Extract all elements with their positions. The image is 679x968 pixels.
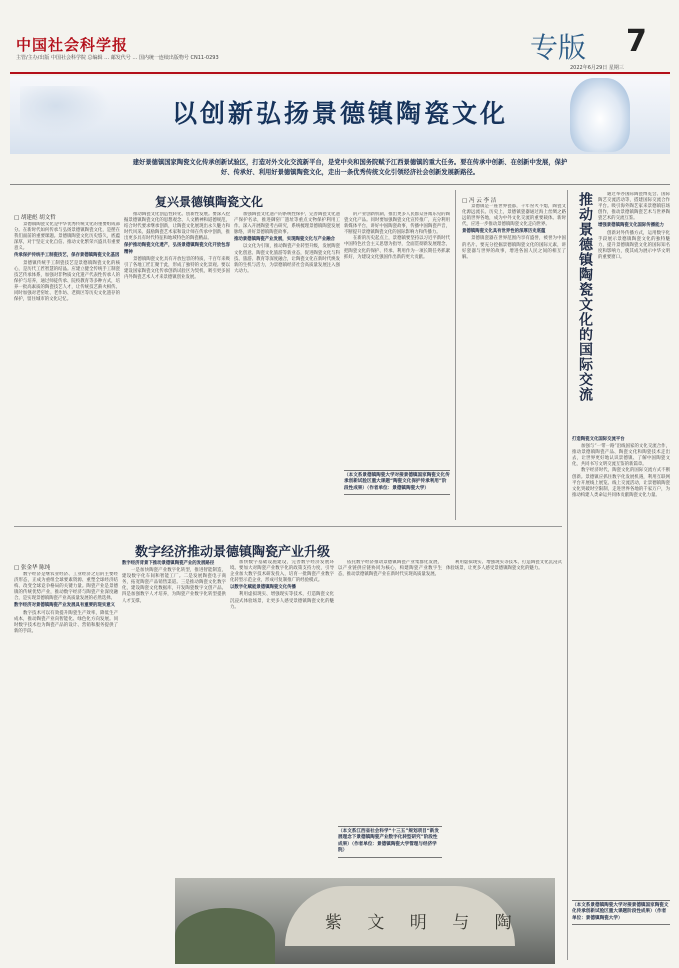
headline-banner	[10, 76, 670, 154]
article1-funding-note: （本文系景德镇陶瓷大学对接景德镇国家陶瓷文化传承创新试验区重大课题“陶瓷文化保护传承利用”阶段性成果）（作者单位：景德镇陶瓷大学）	[344, 470, 450, 495]
page-headline: 以创新弘扬景德镇陶瓷文化	[171, 99, 508, 128]
paragraph: 加强陶瓷文化遗产的系统性保护，完善陶瓷文化遗产保护名录，推进御窑厂遗址等重点文物保护利用工作。深入开展陶瓷考古研究，系统梳理景德镇陶瓷发展脉络，讲好景德镇陶瓷故事。	[234, 212, 340, 236]
paragraph: 景德镇传统手工制瓷技艺是景德镇陶瓷文化的核心，是历代工匠智慧的结晶。应建立健全传统手工制瓷技艺传承体系，加强对非物质文化遗产代表性传承人的保护与培养，通过师徒传承、院校教育等多种方式，培养一批高素质的陶瓷技艺人才，让传统技艺薪火相传。同时加强对老窑址、老作坊、老街区等历史文化遗存的保护，留住城市的文化记忆。	[14, 260, 120, 303]
article2-funding-note: （本文系江西省社会科学“十三五”规划项目“新发展理念下景德镇陶瓷产业数字化转型研究”阶段性成果）（作者单位：景德镇陶瓷大学管理与经济学院）	[338, 826, 442, 858]
issue-date: 2022年6月29日 星期三	[570, 65, 624, 71]
paragraph: 利用虚拟现实、增强现实等技术，打造陶瓷文化沉浸式体验场景，让更多人感受景德镇陶瓷文化的魅力。	[446, 560, 562, 572]
article1-subheading-3: 推动景德镇陶瓷产业发展，实现陶瓷文化与产业融合	[234, 237, 335, 243]
sidebar-column-2	[598, 192, 670, 432]
article1-column-4	[344, 212, 450, 466]
sidebar-column-3	[572, 436, 670, 866]
divider	[10, 184, 670, 185]
sidebar-subheading-2: 增强景德镇陶瓷文化国际传播能力	[598, 223, 664, 229]
article1-column-1	[14, 222, 120, 518]
column-divider	[567, 190, 568, 960]
paragraph: 推动陶瓷文化创造性转化、创新性发展。要深入挖掘景德镇陶瓷文化的思想观念、人文精神和道德规范，结合时代要求继承创新，让陶瓷文化展现出永久魅力和时代风采。鼓励陶瓷艺术家和设计师在传承中创新，推出更多具有时代特征和地域特色的陶瓷精品。	[124, 212, 230, 242]
article2-column-3	[230, 560, 334, 872]
article1-byline: □ 胡建彪 胡文哲	[14, 215, 56, 221]
sidebar-column-1	[462, 204, 566, 520]
sidebar-title: 推动景德镇陶瓷文化的国际交流	[577, 192, 593, 402]
article2-column-4	[338, 560, 442, 822]
photo-calligraphy: 紫 文 明 与 陶	[325, 913, 522, 933]
paragraph: 数字经济时代，陶瓷文化的国际交流方式不断创新。景德镇应抓住数字化发展机遇，利用互联网平台开展线上展览、线上交流活动，让景德镇陶瓷文化突破时空限制，走进世界各地的千家万户，为推动构建人类命运共同体贡献陶瓷文化力量。	[572, 468, 670, 498]
paragraph: 加快数字基础设施建设，完善数字经济发展环境。要加大对陶瓷产业数字化的政策支持力度，引导企业加大数字技术研发投入，培育一批陶瓷产业数字化转型示范企业，形成可复制推广的经验模式。	[230, 560, 334, 584]
paragraph: 在新的历史起点上，景德镇要坚持以习近平新时代中国特色社会主义思想为指导，全面贯彻新发展理念，把陶瓷文化的保护、传承、利用作为一项长期任务抓紧抓好，为建设文化强国作出新的更大贡献。	[344, 236, 450, 260]
section-label: 专版	[530, 31, 587, 64]
article2-column-5	[446, 560, 562, 872]
section-divider	[14, 526, 562, 527]
paragraph: 景德镇陶瓷文化具有开放包容的特质，千百年来吸引了各地工匠汇聚于此，形成了独特的文化景观。要以建设国家陶瓷文化传承创新试验区为契机，吸引更多国内外陶瓷艺术人才来景德镇创业发展。	[124, 256, 230, 280]
page-number: 7	[626, 24, 647, 59]
sidebar-byline: □ 冯 云 李 洁	[462, 198, 497, 204]
sidebar-subheading-1: 景德镇陶瓷文化具有世界性的深厚历史底蕴	[462, 229, 546, 235]
paragraph: 一是加快陶瓷产业数字化转型，推进智能制造，建设数字化车间和智能工厂。二是发展陶瓷电子商务，拓宽陶瓷产品销售渠道。三是推动陶瓷文化数字化，建设陶瓷文化数据库，开发陶瓷数字文创产品。四是加强数字人才培养，为陶瓷产业数字化转型提供人才支撑。	[122, 568, 226, 604]
paragraph: 景德镇陶瓷文化是中华优秀传统文化的重要组成部分。在新时代如何传承与弘扬景德镇陶瓷文化，是摆在我们面前的重要课题。景德镇陶瓷文化历史悠久，底蕴深厚，对于坚定文化自信、推动文化繁荣兴盛具有重要意义。	[14, 222, 120, 252]
column-divider	[455, 190, 456, 520]
article2-column-2	[122, 560, 226, 872]
article2-subheading-1: 数字经济对景德镇陶瓷产业发展具有重要的现实意义	[14, 603, 115, 609]
paragraph: 利用虚拟现实、增强现实等技术，打造陶瓷文化沉浸式体验场景，让更多人感受景德镇陶瓷文化的魅力。	[230, 592, 334, 610]
article1-column-3	[234, 212, 340, 518]
tree-shape	[175, 908, 275, 964]
paragraph: 以文化为引领，推动陶瓷产业转型升级，发展陶瓷文化创意、陶瓷文化旅游等新业态，促进陶瓷文化与科技、旅游、教育等深度融合，让陶瓷文化在新时代焕发新的生机与活力，为景德镇经济社会高质量发展注入强大动力。	[234, 244, 340, 274]
publication-meta: 主管/主办/出版 中国社会科学院 总编辑 … 邮发代号 … 国内统一连续出版物号 CN11-0293	[16, 55, 219, 61]
paragraph: 的产业创新机制，推出更多人民群众喜闻乐见的陶瓷文化产品。同时要加强陶瓷文化宣传推广，充分利用新媒体平台，讲好中国陶瓷故事，传播中国陶瓷声音，不断提升景德镇陶瓷文化的国际影响力和传播力。	[344, 212, 450, 236]
article2-subheading-3: 以数字化赋能景德镇陶瓷文化传播	[230, 585, 296, 591]
paragraph: 通过举办国际陶瓷博览会、国际陶艺交流活动等，搭建国际交流合作平台。吸引海外陶艺家来景德镇驻场创作，推动景德镇陶瓷艺术与世界陶瓷艺术的交流互鉴。	[598, 192, 670, 222]
paragraph: 依托数字经济推动景德镇陶瓷产业集群化发展，以产业链供应链协同为核心，构建陶瓷产业数字生态，推动景德镇陶瓷产业在新时代实现高质量发展。	[338, 560, 442, 578]
museum-photo	[175, 878, 555, 964]
paragraph: 景德镇瓷器在世界范围内享有盛誉，被誉为中国的名片。要充分挖掘景德镇陶瓷文化的国际元素，讲好瓷器与世界的故事，增进各国人民之间的相互了解。	[462, 236, 566, 260]
article1-subheading-1: 传承保护传统手工制瓷技艺，保存景德镇陶瓷文化基因	[14, 253, 120, 259]
article1-subheading-2: 保护推动陶瓷文化遗产，弘扬景德镇陶瓷文化开放包容精神	[124, 243, 230, 255]
paragraph: 创新对外传播方式，运用数字化手段展示景德镇陶瓷文化的独特魅力，提升景德镇陶瓷文化的国际知名度和影响力，使其成为展示中华文明的重要窗口。	[598, 230, 670, 260]
lede-text: 建好景德镇国家陶瓷文化传承创新试验区，打造对外文化交流新平台，是党中央和国务院赋予江西景德镇的重大任务。要在传承中创新、在创新中发展，保护好、传承好、利用好景德镇陶瓷文化，走出一条优秀传统文化引领经济社会创新发展新路径。	[132, 159, 568, 176]
masthead	[10, 24, 670, 74]
newspaper-logo: 中国社会科学报	[16, 36, 129, 54]
article2-byline: □ 张金华 陈纯	[14, 565, 51, 571]
paragraph: 景德镇是一座世界瓷都，千年窑火不熄，陶瓷文化源远流长。历史上，景德镇瓷器通过海上丝绸之路远销世界各地，成为中外文化交流的重要载体。新时代，应进一步推动景德镇陶瓷文化走向世界。	[462, 204, 566, 228]
paragraph: 加强与“一带一路”沿线国家的文化交流合作，推动景德镇陶瓷产品、陶瓷文化和陶瓷技术走出去，让世界更好地认识景德镇、了解中国陶瓷文化，共同书写文明交流互鉴的新篇章。	[572, 444, 670, 468]
paragraph: 数字经济是继农业经济、工业经济之后的主要经济形态，正成为重组全球要素资源、重塑全球经济结构、改变全球竞争格局的关键力量。陶瓷产业是景德镇的传统优势产业，推动数字经济与陶瓷产业深度融合，是实现景德镇陶瓷产业高质量发展的必然选择。	[14, 572, 118, 602]
sidebar-subheading-3: 打造陶瓷文化国际交流平台	[572, 437, 625, 442]
article2-column-1	[14, 572, 118, 962]
article2-title: 数字经济推动景德镇陶瓷产业升级	[135, 545, 331, 560]
article1-column-2	[124, 212, 230, 518]
article2-subheading-2: 数字经济背景下推动景德镇陶瓷产业的发展路径	[122, 561, 215, 566]
article1-title: 复兴景德镇陶瓷文化	[155, 195, 264, 209]
paragraph: 数字技术可以有效提升陶瓷生产效率，降低生产成本，推动陶瓷产业向智能化、绿色化方向发展。同时数字技术也为陶瓷产品的设计、营销和服务提供了新的手段。	[14, 610, 118, 634]
sidebar-funding-note: （本文系景德镇陶瓷大学对接景德镇国家陶瓷文化传承创新试验区重大课题阶段性成果）（作者单位：景德镇陶瓷大学）	[572, 900, 670, 925]
